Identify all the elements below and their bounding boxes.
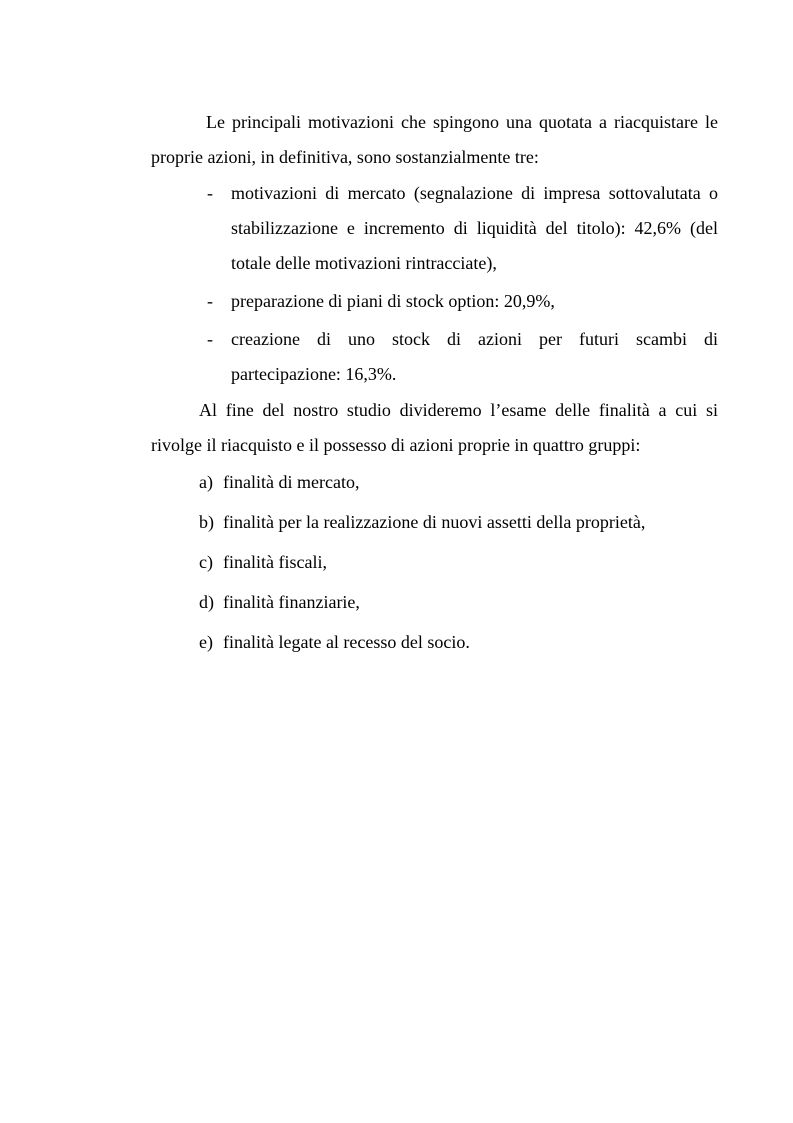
list-item [151,465,718,500]
list-item-text: finalità di mercato, [223,472,360,492]
list-marker: a) [199,472,213,492]
purposes-list [151,465,718,665]
list-marker: c) [199,552,213,572]
list-item [151,505,718,540]
list-marker: - [207,183,213,203]
list-marker: e) [199,632,213,652]
list-item-text: preparazione di piani di stock option: 20,9%, [231,291,555,311]
list-marker: - [207,329,213,349]
list-item [151,284,718,319]
list-marker: - [207,291,213,311]
list-item-text: finalità fiscali, [223,552,327,572]
list-item-text: finalità legate al recesso del socio. [223,632,470,652]
groups-paragraph: Al fine del nostro studio divideremo l’esame delle finalità a cui si rivolge il riacquisto e il possesso di azioni proprie in quattro gruppi: [151,400,718,455]
list-item [151,322,718,392]
list-item [151,545,718,580]
list-item-text: finalità per la realizzazione di nuovi assetti della proprietà, [223,512,646,532]
list-item-text: motivazioni di mercato (segnalazione di impresa sottovalutata o stabilizzazione e incremento di liquidità del titolo): 42,6% (del totale delle motivazioni rintracciate), [231,183,718,273]
motivations-list [151,176,718,395]
list-marker: b) [199,512,214,532]
list-marker: d) [199,592,214,612]
list-item-text: finalità finanziarie, [223,592,360,612]
intro-paragraph: Le principali motivazioni che spingono una quotata a riacquistare le proprie azioni, in definitiva, sono sostanzialmente tre: [151,112,718,167]
list-item [151,176,718,281]
list-item-text: creazione di uno stock di azioni per futuri scambi di partecipazione: 16,3%. [231,329,718,384]
list-item [151,625,718,660]
list-item [151,585,718,620]
